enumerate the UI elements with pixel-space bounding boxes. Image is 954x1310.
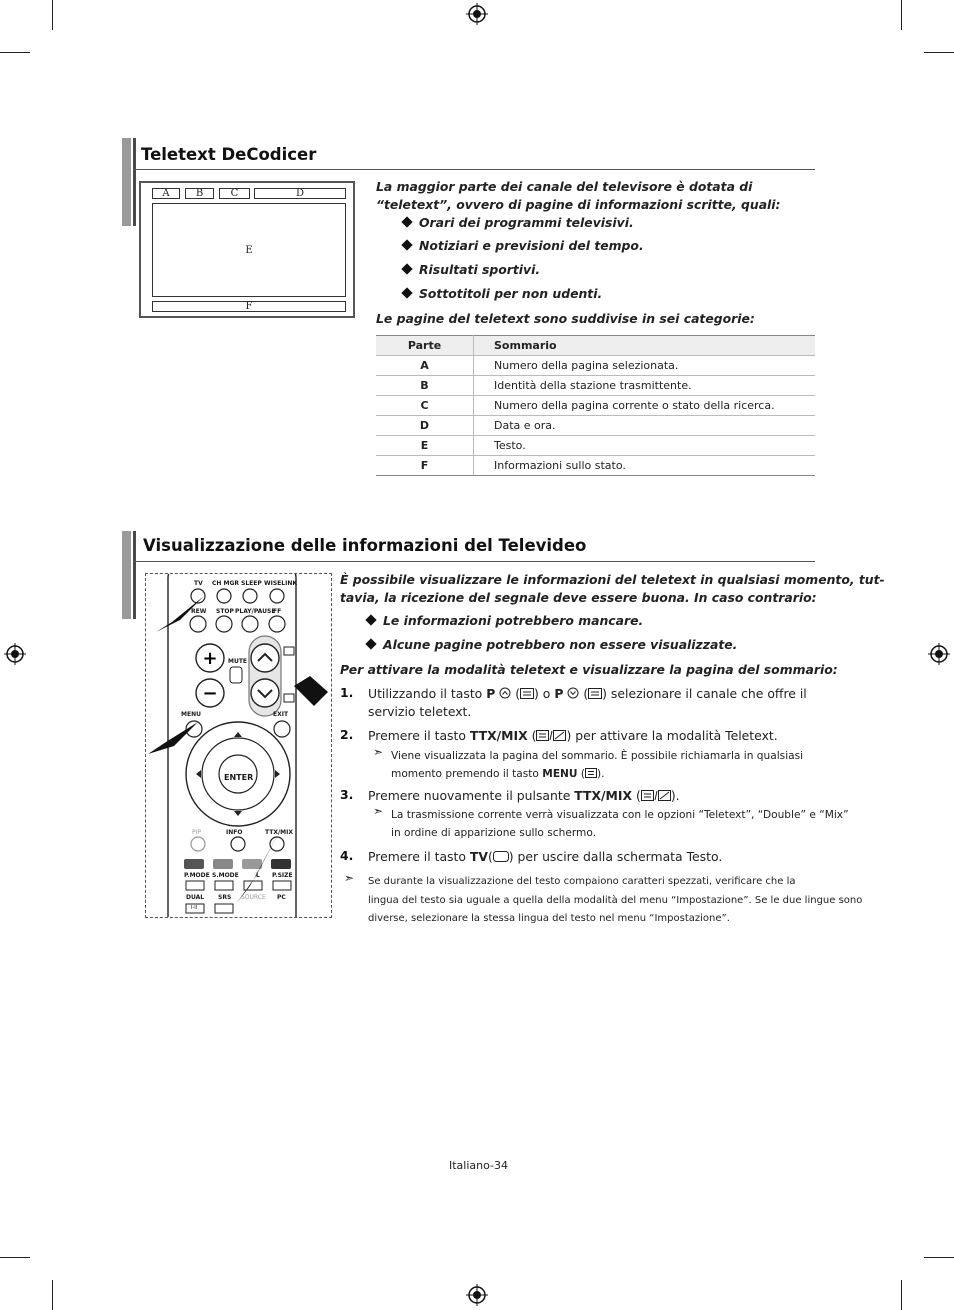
crop-mark: [0, 1257, 30, 1258]
remote-label-smode: S.MODE: [212, 872, 239, 879]
section-accent-bar: [122, 531, 131, 619]
note-text: Se durante la visualizzazione del testo compaiono caratteri spezzati, verificare che la: [368, 876, 796, 887]
registration-mark-icon: [928, 643, 950, 665]
note-text: diverse, selezionare la stessa lingua del testo nel menu “Impostazione”.: [368, 913, 730, 924]
categories-intro: Le pagine del teletext sono suddivise in sei categorie:: [376, 311, 755, 326]
remote-label-rew: REW: [191, 608, 207, 615]
bullet-item: Le informazioni potrebbero mancare.: [367, 613, 643, 628]
section-rule: [133, 169, 815, 170]
crop-mark: [901, 1280, 902, 1310]
ttx-mix-icon: [641, 790, 671, 801]
crop-mark: [52, 0, 53, 30]
remote-label-dual: DUAL: [186, 894, 205, 901]
remote-label-chmgr: CH MGR: [212, 580, 240, 587]
table-header-row: [376, 336, 815, 356]
diagram-label-e: E: [152, 203, 346, 297]
remote-label-menu: MENU: [181, 711, 201, 718]
section-accent-bar: [133, 138, 136, 226]
remote-label-stop: STOP: [216, 608, 234, 615]
remote-label-dualsub: I-II: [191, 905, 198, 911]
teletext-page-up-icon: [520, 688, 534, 699]
note-text: lingua del testo sia uguale a quella della modalità del menu “Impostazione”. Se le due lingue sono: [368, 895, 863, 906]
note-text: Viene visualizzata la pagina del sommario. È possibile richiamarla in qualsiasi: [391, 750, 804, 762]
ttx-mix-icon: [536, 730, 566, 741]
remote-label-srs: SRS: [218, 894, 232, 901]
remote-label-ttxmix: TTX/MIX: [265, 829, 293, 836]
diagram-label-f: F: [152, 301, 346, 312]
diamond-bullet-icon: [401, 239, 412, 250]
diamond-bullet-icon: [401, 263, 412, 274]
crop-mark: [924, 1257, 954, 1258]
registration-mark-icon: [466, 3, 488, 25]
section-rule: [133, 561, 815, 562]
table-row: F Informazioni sullo stato.: [376, 456, 815, 476]
section-title: Teletext DeCodicer: [141, 145, 317, 164]
bullet-item: Orari dei programmi televisivi.: [403, 215, 634, 230]
step-text: Premere il tasto TV( ) per uscire dalla schermata Testo.: [368, 849, 723, 864]
step-text: Premere nuovamente il pulsante TTX/MIX ( ).: [368, 788, 680, 803]
step-number: 2.: [340, 727, 354, 742]
remote-control-icon: [146, 574, 332, 918]
diamond-bullet-icon: [365, 638, 376, 649]
step-text: Utilizzando il tasto P ( ) o P ( ) selezionare il canale che offre il: [368, 686, 807, 701]
note-text: momento premendo il tasto MENU ( ).: [391, 768, 605, 780]
bullet-item: Alcune pagine potrebbero non essere visualizzate.: [367, 637, 737, 652]
table-row: A Numero della pagina selezionata.: [376, 356, 815, 376]
step-number: 4.: [340, 848, 354, 863]
note-arrow-icon: ➣: [373, 745, 384, 759]
step-text: Premere il tasto TTX/MIX ( ) per attivare la modalità Teletext.: [368, 728, 778, 743]
table-header: Sommario: [474, 336, 816, 356]
teletext-page-down-icon: [588, 688, 602, 699]
parts-table: [376, 335, 815, 476]
step-number: 3.: [340, 787, 354, 802]
note-text: in ordine di apparizione sullo schermo.: [391, 827, 596, 839]
table-row: D Data e ora.: [376, 416, 815, 436]
remote-label-wiselink: WISELINK: [264, 580, 297, 587]
crop-mark: [0, 52, 30, 53]
section1-intro: La maggior parte dei canale del televisore è dotata di “teletext”, ovvero di pagine di informazioni scritte, quali:: [376, 179, 781, 212]
crop-mark: [52, 1280, 53, 1310]
step-text-continued: servizio teletext.: [368, 704, 472, 719]
crop-mark: [924, 52, 954, 53]
remote-label-pip: PIP: [192, 829, 202, 836]
tv-icon: [493, 851, 509, 862]
remote-label-still: L: [256, 872, 260, 879]
registration-mark-icon: [466, 1284, 488, 1306]
note-text: La trasmissione corrente verrà visualizzata con le opzioni “Teletext”, “Double” e “Mix”: [391, 809, 849, 821]
diagram-label-b: B: [185, 188, 214, 199]
section2-intro-line1: È possibile visualizzare le informazioni del teletext in qualsiasi momento, tut-: [340, 572, 885, 587]
menu-icon: [585, 768, 597, 778]
teletext-screen-diagram: [139, 181, 355, 318]
section-accent-bar: [122, 138, 131, 226]
section2-intro-line2: tavia, la ricezione del segnale deve essere buona. In caso contrario:: [340, 590, 817, 605]
page-number: Italiano-34: [449, 1159, 509, 1172]
remote-label-info: INFO: [226, 829, 243, 836]
remote-label-source: SOURCE: [241, 894, 266, 901]
step-number: 1.: [340, 685, 354, 700]
crop-mark: [901, 0, 902, 30]
channel-up-icon: [499, 687, 511, 699]
diagram-label-c: C: [219, 188, 250, 199]
section-accent-bar: [133, 531, 136, 619]
remote-label-pc: PC: [277, 894, 286, 901]
activate-intro: Per attivare la modalità teletext e visualizzare la pagina del sommario:: [340, 662, 838, 677]
table-header: Parte: [376, 336, 474, 356]
bullet-item: Risultati sportivi.: [403, 262, 540, 277]
remote-label-ff: FF: [273, 608, 282, 615]
note-arrow-icon: ➣: [373, 804, 384, 818]
diamond-bullet-icon: [401, 287, 412, 298]
diagram-label-a: A: [152, 188, 180, 199]
bullet-item: Notiziari e previsioni del tempo.: [403, 238, 644, 253]
remote-label-tv: TV: [194, 580, 203, 587]
table-row: E Testo.: [376, 436, 815, 456]
remote-label-psize: P.SIZE: [272, 872, 293, 879]
svg-text:+: +: [202, 648, 218, 669]
bullet-item: Sottotitoli per non udenti.: [403, 286, 602, 301]
diagram-label-d: D: [254, 188, 346, 199]
remote-label-enter: ENTER: [224, 773, 254, 782]
diamond-bullet-icon: [365, 614, 376, 625]
remote-label-playpause: PLAY/PAUSE: [235, 608, 276, 615]
note-arrow-icon: ➣: [344, 871, 355, 885]
remote-label-mute: MUTE: [228, 658, 248, 665]
channel-down-icon: [567, 687, 579, 699]
table-row: B Identità della stazione trasmittente.: [376, 376, 815, 396]
svg-text:−: −: [202, 683, 218, 704]
remote-label-pmode: P.MODE: [184, 872, 210, 879]
remote-label-exit: EXIT: [273, 711, 289, 718]
remote-control-illustration: [145, 573, 332, 918]
section-title: Visualizzazione delle informazioni del Televideo: [143, 536, 587, 555]
registration-mark-icon: [4, 643, 26, 665]
diamond-bullet-icon: [401, 216, 412, 227]
table-row: C Numero della pagina corrente o stato della ricerca.: [376, 396, 815, 416]
remote-label-sleep: SLEEP: [241, 580, 262, 587]
